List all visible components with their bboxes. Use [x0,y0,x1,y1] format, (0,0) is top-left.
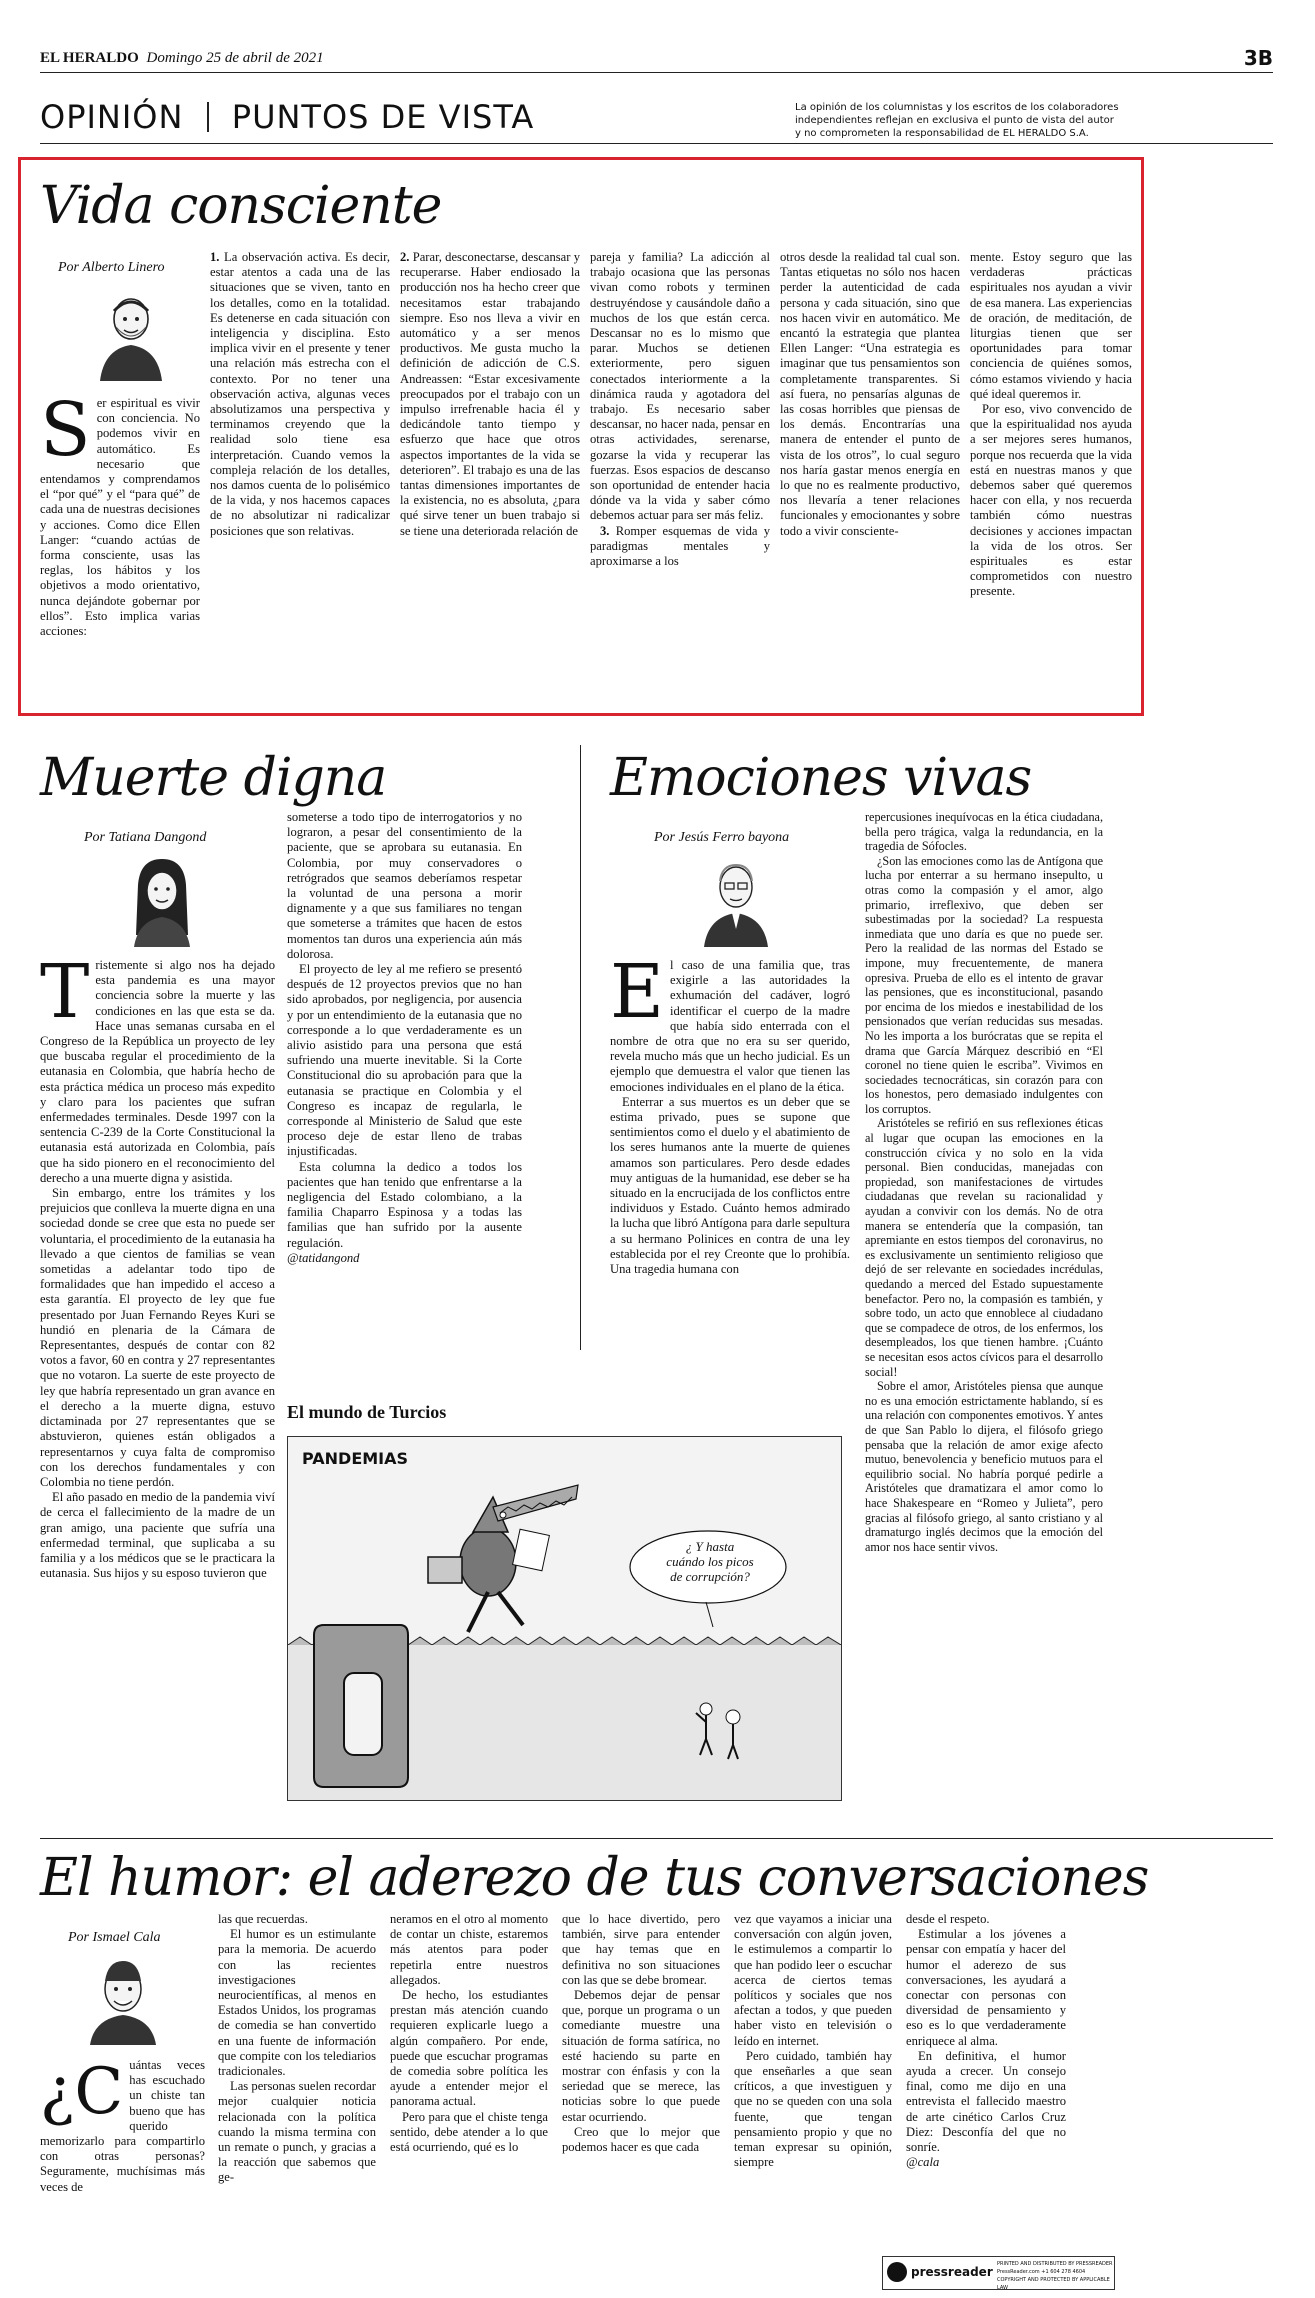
section-title [40,98,534,136]
list-number: 2. [400,250,410,264]
article-column [590,250,770,700]
author-avatar [698,855,774,947]
article-column [40,958,275,1823]
paragraph: Creo que lo mejor que podemos hacer es que cada [562,2124,720,2155]
article-title: Vida consciente [40,176,442,236]
paragraph: repercusiones inequívocas en la ética ciudadana, bella pero trágica, valga la redundancia, en la tragedia de Sófocles. [865,810,1103,854]
pressreader-icon [887,2262,907,2282]
speech-line: cuándo los picos [666,1554,754,1569]
section-separator [207,102,209,132]
paragraph: Parar, desconectarse, descansar y recuperarse. Haber endiosado la producción nos ha hecho creer que necesitamos estar trabajando siempre. Eso nos lleva a vivir en automático y a ser menos productivos. Me gusta mucho la definición de adicción de C.S. Andreassen: “Estar excesivamente preocupados por el trabajo con un impulso irrefrenable hacia él y dedicándole tanto tiempo y esfuerzo que hace que otros aspectos importantes de la vida se deterioren”. El trabajo es una de las tantas dimensiones importantes de la existencia, no es absoluta, ¿para qué sirve tener un buen trabajo si se tiene una deteriorada relación de [400,250,580,538]
paragraph: Por eso, vivo convencido de que la espiritualidad nos ayuda a ser mejores seres humanos, porque nos recuerda que la vida está en nuestras manos y que debemos saber qué queremos hacer con ella, y nos recuerda también cómo nuestras decisiones y acciones impactan la vida de los otros. Ser espirituales es estar comprometidos con nuestro presente. [970,402,1132,599]
masthead [40,50,324,67]
list-number: 3. [600,523,610,538]
paragraph: Pero cuidado, también hay que enseñarles a que sean críticos, a que investiguen y que no se queden con una sola fuente, que tengan pensamiento propio y que no teman expresar su opinión, siempre [734,2048,892,2170]
paragraph: er espiritual es vivir con conciencia. No podemos vivir en automático. Es necesario que entendamos y comprendamos el “por qué” y el “para qué” de cada una de nuestras decisiones y acciones. Como dice Ellen Langer: “cuando actúas de forma consciente, usas las reglas, los hábitos y los objetivos a modo orientativo, nunca dejándote gobernar por ellos”. Esto implica varias acciones: [40,396,200,639]
section-label: OPINIÓN [40,98,184,136]
paragraph: El proyecto de ley al me refiero se presentó después de 12 proyectos previos que no han sido aprobados, por negligencia, por ausencia y por un entendimiento de la eutanasia que no corresponde a lo que verdaderamente es un alivio asistido para una persona que está sufriendo una muerte inevitable. Si la Corte Constitucional dio su aprobación para que la eutanasia se practique en Colombia y el Congreso es incapaz de regularla, le corresponde al Ministerio de Salud que este proceso deje de estar lleno de trabas injustificadas. [287,962,522,1159]
paragraph: De hecho, los estudiantes prestan más atención cuando requieren explicarle luego a algún compañero. Por ende, puede que escuchar programas de comedia sobre política les ayude a entender mejor el panorama actual. [390,1988,548,2109]
article-column [400,250,580,700]
cartoon-section-title: El mundo de Turcios [287,1402,447,1422]
cartoon [287,1436,842,1801]
masthead-date: Domingo 25 de abril de 2021 [146,50,324,66]
column-divider [580,745,581,1350]
paragraph: uántas veces has escuchado un chiste tan bueno que has querido memorizarlo para compartirlo con otras personas? Seguramente, muchísimas más veces de [40,2058,205,2194]
article-column [390,1912,548,2282]
author-handle: @cala [906,2155,940,2170]
speech-line: de corrupción? [670,1569,750,1584]
printed-line: PRINTED AND DISTRIBUTED BY PRESSREADER [997,2261,1113,2267]
pressreader-badge [882,2256,1115,2290]
article-byline: Por Jesús Ferro bayona [654,830,790,845]
paragraph: que lo hace divertido, pero también, sirve para entender que hay temas que en definitiva no son situaciones con las que se debe bromear. [562,1912,720,1987]
speech-bubble [650,1539,770,1584]
article-column [40,396,200,696]
article-column [210,250,390,700]
masthead-name: EL HERALDO [40,50,139,66]
article-column [865,810,1103,1810]
article-column [610,958,850,1343]
paragraph: La observación activa. Es decir, estar atentos a cada una de las situaciones que se viven, tanto en los detalles, como en la totalidad. Es detenerse en cada situación con inteligencia y disciplina. Esto implica vivir en el presente y tener una relación más estrecha con el contexto. Por no tener una observación activa, algunas veces absolutizamos una perspectiva y terminamos creyendo que la realidad solo tiene esa interpretación. Cuando vemos la compleja relación de los detalles, nos damos cuenta de lo polisémico de la vida, y nos hacemos capaces de no absolutizar ni radicalizar posiciones que son relativas. [210,250,390,538]
header-rule-bottom [40,143,1273,144]
paragraph: vez que vayamos a iniciar una conversación con algún joven, le estimulemos a compartir lo que han podido leer o escuchar acerca de ciertos temas políticos y sociales que nos afectan a todos, y que pueden haber visto en televisión o leído en internet. [734,1912,892,2048]
drop-cap: E [610,958,665,1035]
paragraph: Esta columna la dedico a todos los pacientes que han tenido que enfrentarse a la negligencia del Estado colombiano, a la familia Chaparro Espinosa y a todas las familias que han sufrido por la ausente regulación. [287,1159,522,1250]
paragraph: Sin embargo, entre los trámites y los prejuicios que conlleva la muerte digna en una sociedad donde se cree que esta no puede ser voluntaria, el procedimiento de la eutanasia ha llevado a que cientos de familias se vean sometidas a adelantar todo tipo de formalidades que han impedido el acceso a esta garantía. El proyecto de ley que fue presentado por Juan Fernando Reyes Kuri se hundió en plenaria de la Cámara de Representantes, después de contar con 82 votos a favor, 60 en contra y 27 representantes que no votaron. La suerte de este proyecto de ley que habría representado un gran avance en el derecho a la muerte digna, estuvo dictaminada por 27 representantes que se abstuvieron, quienes están obligados a representarnos y cuya falta de compromiso con los derechos fundamentales y con Colombia no tiene perdón. [40,1186,275,1489]
list-number: 1. [210,250,220,264]
article-title: Emociones vivas [610,748,1032,808]
article-column [906,1912,1066,2282]
disclaimer-line: independientes reflejan en exclusiva el punto de vista del autor [795,115,1114,126]
paragraph: desde el respeto. [906,1912,990,1926]
paragraph: otros desde la realidad tal cual son. Tantas etiquetas no sólo nos hacen perder la autenticidad de cada persona y cada situación, sino que nos hacen vivir en automático. Me encantó la estrategia que plantea Ellen Langer: “Una estrategia es imaginar que tus pensamientos son completamente transparentes. Si así fuera, no pensarías algunas de las cosas horribles que piensas de los demás. Encontrarías una manera de entender el punto de vista de los otros”, lo cual seguro nos haría gastar menos energía en lo que no es realmente productivo, nos llevaría a tener relaciones funcionales y emocionantes y sobre todo a vivir consciente- [780,250,960,538]
article-byline: Por Ismael Cala [68,1930,161,1945]
paragraph: las que recuerdas. [218,1912,308,1926]
subsection-label: PUNTOS DE VISTA [231,98,535,136]
header-rule [40,72,1273,73]
printed-line: COPYRIGHT AND PROTECTED BY APPLICABLE LAW [997,2277,1110,2291]
pressreader-logo [887,2262,993,2282]
drop-cap: S [40,396,91,473]
author-avatar [84,1953,162,2045]
printed-line: PressReader.com +1 604 278 4604 [997,2269,1086,2275]
disclaimer-line: La opinión de los columnistas y los escritos de los colaboradores [795,102,1119,113]
author-avatar [96,289,166,381]
article-byline: Por Alberto Linero [58,260,165,275]
pressreader-brand: pressreader [911,2265,993,2279]
paragraph: neramos en el otro al momento de contar un chiste, estaremos más atentos para poder repetirla entre nuestros allegados. [390,1912,548,1987]
paragraph: ¿Son las emociones como las de Antígona que lucha por enterrar a su hermano insepulto, u otras como la compasión y el amor, algo primario, irreflexivo, que deben ser subestimadas por la sociedad? La respuesta inmediata que uno daría es que no puede ser. Pero la realidad de las normas del Estado se impone, muy frecuentemente, de manera opresiva. Prueba de ello es el intento de gravar las pensiones, que es inconstitucional, pasando por encima de los miedos e inestabilidad de los pensionados que verían reducidas sus mesadas. No les importa a los burócratas que se repita el drama que García Márquez describió en “El coronel no tiene quien le escriba”. Vivimos en sociedades tecnocráticas, sin corazón para con los honestos, pero demasiado indulgentes con los corruptos. [865,853,1103,1116]
article-title: El humor: el aderezo de tus conversaciones [40,1848,1149,1908]
author-avatar [126,855,198,947]
paragraph: Sobre el amor, Aristóteles piensa que aunque no es una emoción estrictamente hablando, sí es una relación con componentes emotivos. Y antes de que San Pablo lo dijera, el filósofo griego pensaba que la relación de amor exige afecto mutuo, benevolencia y beneficio mutuos para el equilibrio social. No habría porqué pedirle a Aristóteles que dramatizara el amor como lo hace Shakespeare en “Romeo y Julieta”, pero gracias al filósofo griego, al santo cristiano y al dramaturgo inglés decimos que la emoción del amor nos hace sentir vivos. [865,1379,1103,1554]
paragraph: someterse a todo tipo de interrogatorios y no lograron, a pesar del consentimiento de la paciente, que se aprobara su eutanasia. En Colombia, por muy conservadores o retrógrados que seamos deberíamos respetar la voluntad de una persona a morir dignamente y a que sus familiares no tengan que someterse a trámites que hacen de estos momentos tan duros una experiencia aún más dolorosa. [287,810,522,961]
author-handle: @tatidangond [287,1250,360,1265]
article-column [218,1912,376,2282]
paragraph: En definitiva, el humor ayuda a crecer. Un consejo final, como me dijo en una entrevista el fallecido maestro de arte cinético Carlos Cruz Diez: Desconfía del que no sonríe. [906,2048,1066,2155]
paragraph: pareja y familia? La adicción al trabajo ocasiona que las personas vivan como robots y terminen destruyéndose y causándole daño a muchos de los que están cerca. Descansar no es lo mismo que parar. Muchos se detienen exteriormente, pero siguen conectados interiormente a la dinámica rauda y agotadora del trabajo. Es necesario saber descansar, no hacer nada, pensar en otras actividades, serenarse, gozarse la vida y recuperar las fuerzas. Esos espacios de descanso son oportunidad de entender hacia dónde va la vida y saber cómo debemos actuar para ser más feliz. [590,250,770,523]
drop-cap: ¿C [40,2058,124,2129]
article-title: Muerte digna [40,748,387,808]
paragraph: Romper esquemas de vida y paradigmas mentales y aproximarse a los [590,523,770,569]
paragraph: El año pasado en medio de la pandemia viví de cerca el fallecimiento de la madre de un gran amigo, una paciente que sufría una enfermedad terminal, que suplicaba a su familia y a los médicos que se le practicara la eutanasia. Sus hijos y su esposo tuvieron que [40,1490,275,1581]
article-column [287,810,522,1370]
article-column [780,250,960,700]
article-byline: Por Tatiana Dangond [84,830,207,845]
article-column [970,250,1132,700]
paragraph: Aristóteles se refirió en sus reflexiones éticas al lugar que ocupan las emociones en la construcción cívica y no solo en la vida personal. Bien conducidas, manejadas con propiedad, son manifestaciones de virtudes ciudadanas que revelan su racionalidad y ayudan a convivir con los demás. No de otra manera se entendería que la compasión, tan apremiante en estos tiempos del coronavirus, no es exclusivamente un sentimiento religioso que dejó de ser relevante en sociedades incrédulas, quedando a merced del Estado supuestamente benefactor. Pero no, la compasión es también, y sobre todo, un acto que ennoblece al ciudadano que se compadece de otros, de los enfermos, los desempleados, los que tienen hambre. ¡Cuánto se necesitan esos actos cívicos para el desarrollo social! [865,1116,1103,1379]
paragraph: Pero para que el chiste tenga sentido, debe atender a lo que está ocurriendo, qué es lo [390,2109,548,2155]
article-column [734,1912,892,2282]
page-number: 3B [1243,46,1273,70]
section-rule [40,1838,1273,1839]
disclaimer-line: y no comprometen la responsabilidad de EL HERALDO S.A. [795,128,1089,139]
article-column [40,2058,205,2288]
paragraph: Las personas suelen recordar mejor cualquier noticia relacionada con la política cuando la misma termina con un remate o punch, y gracias a la reacción que sabemos que ge- [218,2079,376,2185]
paragraph: ristemente si algo nos ha dejado esta pandemia es una mayor conciencia sobre la muerte y las condiciones en las que esta se da. Hace unas semanas cursaba en el Congreso de la República un proyecto de ley que buscaba regular el procedimiento de la eutanasia en Colombia, que habría hecho de esta práctica médica un proceso más expedito y claro para los pacientes que sufran enfermedades terminales. Desde 1997 con la sentencia C-239 de la Corte Constitucional la eutanasia está autorizada en Colombia, país que ha sido pionero en el reconocimiento del derecho a una muerte digna y asistida. [40,958,275,1185]
paragraph: Estimular a los jóvenes a pensar con empatía y hacer del humor el aderezo de sus conversaciones, les ayudará a conectar con personas con diversidad de pensamiento y eso es lo que verdaderamente enriquece al alma. [906,1927,1066,2048]
article-column [562,1912,720,2282]
paragraph: El humor es un estimulante para la memoria. De acuerdo con las recientes investigaciones neurocientíficas, al menos en Estados Unidos, los programas de comedia se han convertido en una fuente de información que compite con los telediarios tradicionales. [218,1927,376,2079]
disclaimer [795,101,1275,140]
drop-cap: T [40,958,90,1035]
speech-line: ¿ Y hasta [685,1539,735,1554]
paragraph: Debemos dejar de pensar que, porque un programa o un comediante muestre una situación de forma satírica, no esté haciendo su parte en mostrar con énfasis y con la seriedad que se merece, las noticias sobre lo que puede estar ocurriendo. [562,1988,720,2124]
paragraph: Enterrar a sus muertos es un deber que se estima privado, pues se supone que sentimientos como el duelo y el abatimiento de los seres humanos ante la muerte de quienes amamos son particulares. Pero desde edades muy antiguas de la humanidad, ese deber se ha situado en la encrucijada de los conflictos entre individuos y Estado. Cuánto hemos admirado la lucha que libró Antígona para darle sepultura a su hermano Polinices en contra de una ley establecida por el rey Creonte que lo prohibía. Una tragedia humana con [610,1094,850,1277]
paragraph: mente. Estoy seguro que las verdaderas prácticas espirituales nos ayudan a vivir de esa manera. Las experiencias de oración, de meditación, de liturgias tienen que ser oportunidades para tomar conciencia de quiénes somos, cómo estamos viviendo y hacia qué ideal queremos ir. [970,250,1132,401]
paragraph: l caso de una familia que, tras exigirle a las autoridades la exhumación del cadáver, logró identificar el cuerpo de la madre que había sido enterrada con el nombre de otra que no era su ser querido, revela mucho más que un hecho judicial. Es un ejemplo que demuestra el valor que tienen las emociones individuales en el plano de la ética. [610,958,850,1094]
cartoon-label: PANDEMIAS [302,1449,409,1468]
